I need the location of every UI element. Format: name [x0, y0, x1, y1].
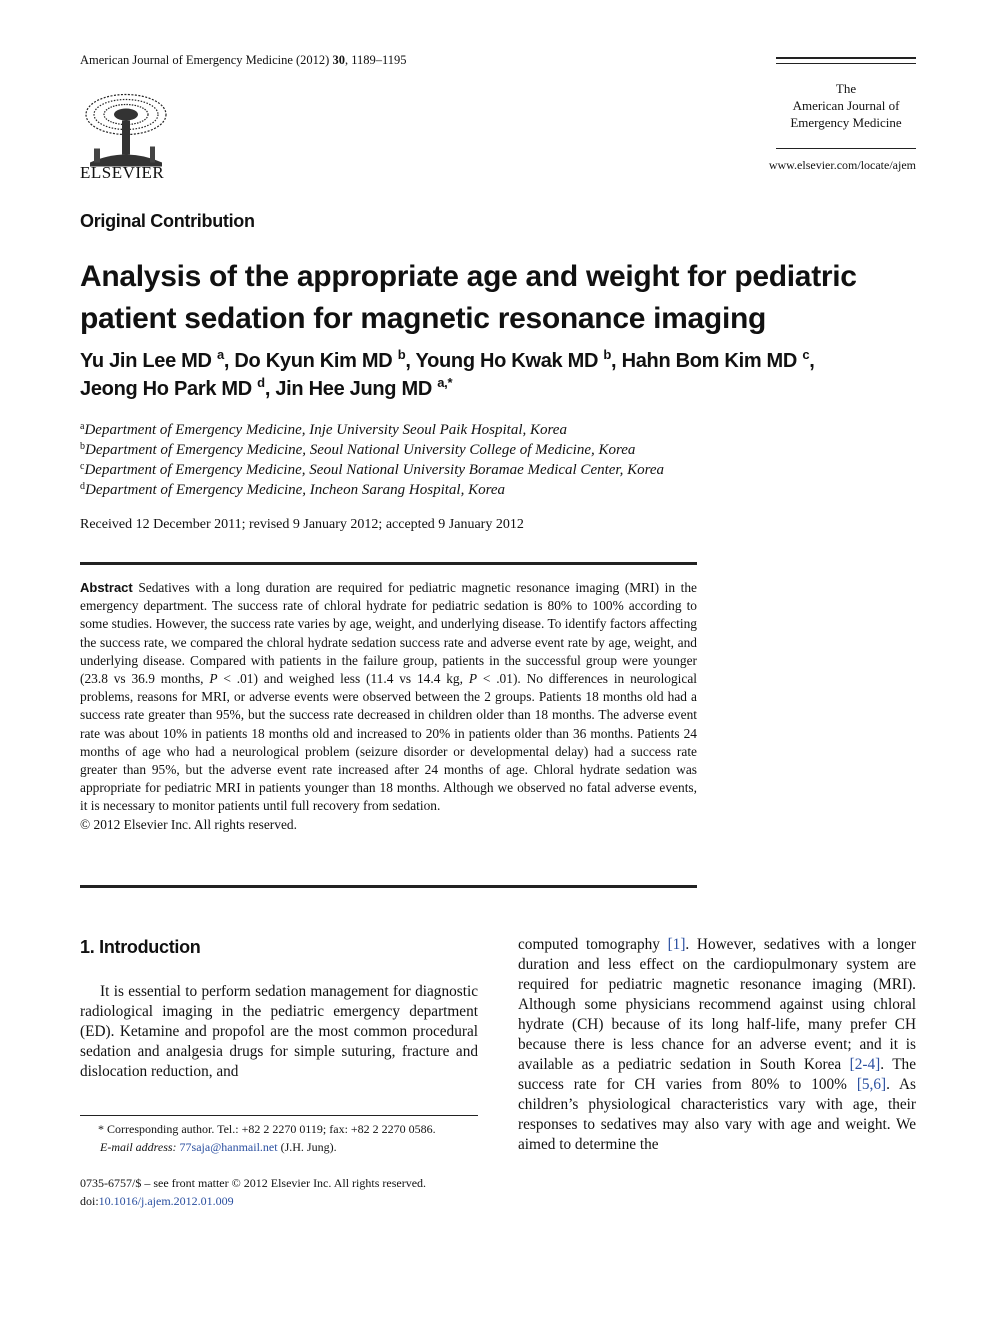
email-link[interactable]: 77saja@hanmail.net: [179, 1140, 278, 1154]
section-label: Original Contribution: [80, 211, 255, 231]
intro-paragraph-right: computed tomography [1]. However, sedatives with a longer duration and less effect on the cardiopulmonary system are required for pediatric magnetic resonance imaging (MRI). Although some physicians recommend against using chloral hydrate (CH) because of its long half-life, many prefer CH because there is less chance for an adverse event; and it is available as a pediatric sedation in South Korea [2-4]. The success rate for CH varies from 80% to 100% [5,6]. As children’s physiological characteristics vary with age, their responses to sedatives may also vary with age and weight. We aimed to determine the: [518, 936, 916, 1153]
email-line: E-mail address: 77saja@hanmail.net (J.H. Jung).: [100, 1140, 337, 1154]
issn-doi: [80, 1174, 480, 1210]
reference-link[interactable]: [2-4]: [849, 1056, 881, 1073]
journal-citation: American Journal of Emergency Medicine (2012) 30, 1189–1195: [80, 53, 407, 67]
affiliation: $^a$Department of Emergency Medicine, Inje University Seoul Paik Hospital, Korea: [80, 421, 567, 438]
article-title: Analysis of the appropriate age and weight for pediatric patient sedation for magnetic resonance imaging: [80, 260, 857, 335]
footnote-rule: [80, 1115, 478, 1116]
publisher-name: ELSEVIER: [80, 163, 165, 182]
author[interactable]: Young Ho Kwak MD $^b$: [415, 347, 612, 372]
abstract-label: Abstract: [80, 580, 133, 595]
author[interactable]: Jeong Ho Park MD $^d$: [80, 375, 265, 400]
section-heading: 1. Introduction: [80, 937, 201, 957]
received-dates: Received 12 December 2011; revised 9 January 2012; accepted 9 January 2012: [80, 517, 524, 532]
author[interactable]: Hahn Bom Kim MD $^c$: [621, 347, 810, 372]
journal-bottom-rule: [776, 148, 916, 149]
author-list: Yu Jin Lee MD $^a$, Do Kyun Kim MD $^b$, Young Ho Kwak MD $^b$, Hahn Bom Kim MD $^c$, Jeong Ho Park MD $^d$, Jin Hee Jung MD $^{a,*}$: [80, 347, 815, 400]
abstract-top-rule: [80, 562, 697, 565]
footnote: [80, 1120, 478, 1156]
journal-top-rule-thin: [776, 63, 916, 64]
corresponding-author: * Corresponding author. Tel.: +82 2 2270 0119; fax: +82 2 2270 0586.: [98, 1122, 436, 1136]
journal-top-rule: [776, 57, 916, 59]
affiliation: $^b$Department of Emergency Medicine, Seoul National University College of Medicine, Korea: [80, 441, 636, 458]
author[interactable]: Do Kyun Kim MD $^b$: [234, 347, 406, 372]
journal-url[interactable]: www.elsevier.com/locate/ajem: [768, 158, 916, 172]
doi-line: doi:10.1016/j.ajem.2012.01.009: [80, 1194, 234, 1208]
affiliation: $^d$Department of Emergency Medicine, Incheon Sarang Hospital, Korea: [80, 481, 506, 498]
reference-link[interactable]: [5,6]: [856, 1076, 887, 1093]
reference-link[interactable]: [1]: [667, 936, 686, 953]
abstract: Abstract Sedatives with a long duration are required for pediatric magnetic resonance imaging (MRI) in the emergency department. The success rate of chloral hydrate for pediatric sedation is 80% to 100% according to some studies. However, the success rate varies by age, weight, and underlying disease. To identify factors affecting the success rate, we compared the chloral hydrate sedation success rate and adverse event rate by age, weight, and underlying disease. Compared with patients in the failure group, patients in the successful group were younger (23.8 vs 36.9 months, P < .01) and weighed less (11.4 vs 14.4 kg, P < .01). No differences in neurological problems, reasons for MRI, or adverse events were observed between the 2 groups. Patients 18 months old had a success rate greater than 95%, but the success rate decreased in children older than 18 months. The adverse event rate was about 10% in patients 18 months old and increased to 20% in patients older than 36 months. Patients 24 months of age who had a neurological problem (seizure disorder or developmental delay) had a success rate greater than 95%, but the adverse event rate increased after 24 months of age. Chloral hydrate sedation was appropriate for pediatric MRI in patients younger than 18 months. Although we observed no fatal adverse events, it is necessary to monitor patients until full recovery from sedation. © 2012 Elsevier Inc. All rights reserved.: [80, 579, 697, 834]
issn-line: 0735-6757/$ – see front matter © 2012 Elsevier Inc. All rights reserved.: [80, 1176, 427, 1190]
copyright-notice: © 2012 Elsevier Inc. All rights reserved.: [80, 816, 297, 832]
author[interactable]: Yu Jin Lee MD $^a$: [80, 347, 224, 372]
abstract-bottom-rule: [80, 885, 697, 888]
affiliation: $^c$Department of Emergency Medicine, Seoul National University Boramae Medical Center, Korea: [80, 461, 665, 478]
intro-paragraph-left: It is essential to perform sedation management for diagnostic radiological imaging in the pediatric emergency department (ED). Ketamine and propofol are the most common procedural sedation and analgesia drugs for simple suturing, fracture and dislocation reduction, and: [80, 983, 478, 1080]
doi-link[interactable]: 10.1016/j.ajem.2012.01.009: [98, 1194, 234, 1208]
journal-name: The American Journal of Emergency Medicine: [790, 81, 902, 130]
author[interactable]: Jin Hee Jung MD $^{a,*}$: [275, 375, 453, 400]
affiliation-list: [80, 420, 910, 500]
